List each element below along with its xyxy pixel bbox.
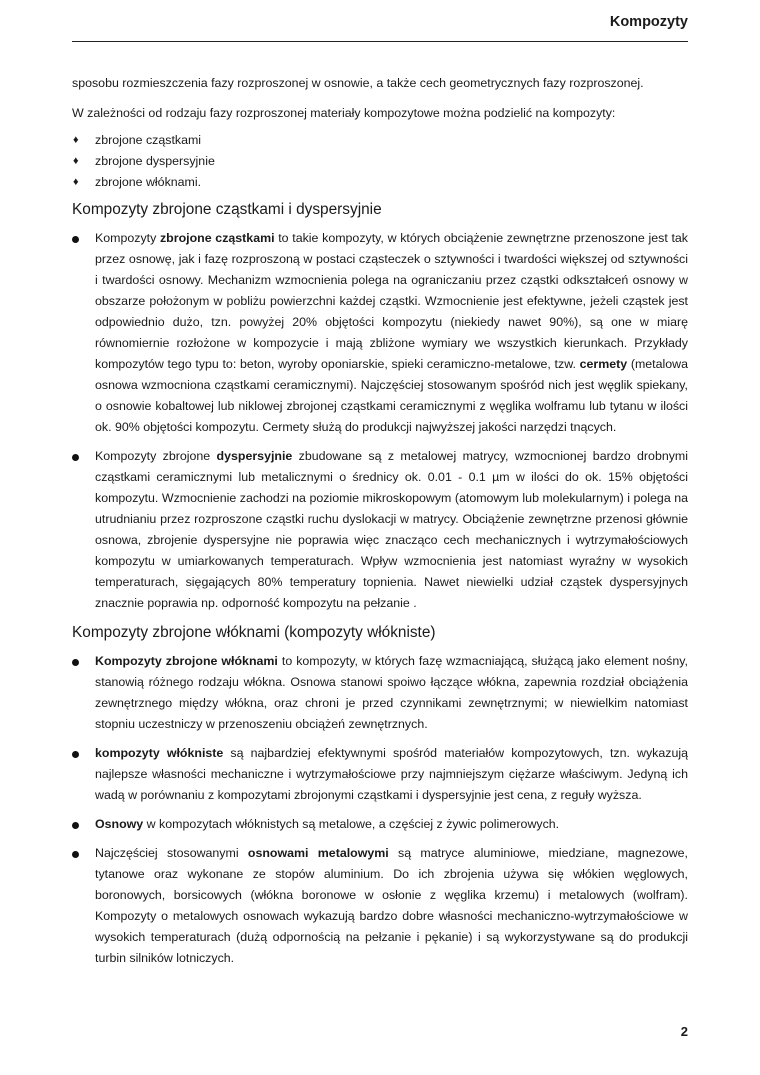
running-header-title: Kompozyty: [609, 14, 688, 30]
bold-term: kompozyty włókniste: [95, 746, 224, 760]
bullet-dot-icon: [72, 851, 79, 858]
diamond-bullet-icon: ♦: [73, 176, 79, 188]
bullet-matrices: Osnowy w kompozytach włóknistych są metalowe, a częściej z żywic polimerowych.: [72, 814, 688, 835]
bullet-dot-icon: [72, 751, 79, 758]
list-item: ♦ zbrojone włóknami.: [72, 172, 688, 193]
diamond-bullet-icon: ♦: [73, 134, 79, 146]
bold-term: dyspersyjnie: [216, 449, 293, 463]
page-number: 2: [680, 1024, 688, 1039]
intro-paragraph-continued: sposobu rozmieszczenia fazy rozproszonej w osnowie, a także cech geometrycznych fazy rozproszonej.: [72, 76, 644, 90]
bullet-fiber-composites: kompozyty włókniste są najbardziej efektywnymi spośród materiałów kompozytowych, tzn. wykazują najlepsze własności mechaniczne i wytrzymałościowe przy najmniejszym ciężarze właściwym. Jedyną ich wadą w porównaniu z kompozytami zbrojonymi cząstkami i dyspersyjnie jest cena, z reguły wyższa.: [72, 743, 688, 806]
bullet-fiber-reinforced: Kompozyty zbrojone włóknami to kompozyty, w których fazę wzmacniającą, służącą jako element nośny, stanowią różnego rodzaju włókna. Osnowa stanowi spoiwo łączące włókna, zapewnia rozdział obciążenia zewnętrznego między włókna, oraz chroni je przed czynnikami zewnętrznymi; w niewielkim natomiast stopniu uczestniczy w przenoszeniu obciążeń zewnętrznych.: [72, 651, 688, 735]
section-heading-particle-dispersion: Kompozyty zbrojone cząstkami i dyspersyjnie: [72, 201, 382, 218]
bullet-particle-reinforced: Kompozyty zbrojone cząstkami to takie kompozyty, w których obciążenie zewnętrzne przenoszone jest tak przez osnowę, jak i fazę rozproszoną w postaci cząsteczek o sztywności i twardości większej od sztywności i twardości osnowy. Mechanizm wzmocnienia polega na ograniczaniu przez cząstki odkształceń osnowy w obszarze położonym w pobliżu powierzchni każdej cząstki. Wzmocnienie jest efektywne, jeżeli cząstek jest odpowiednio dużo, tzn. powyżej 20% objętości kompozytu (niekiedy nawet 90%), są one w miarę równomiernie rozłożone w kompozycie i mają zbliżone wymiary we wszystkich kierunkach. Przykłady kompozytów tego typu to: beton, wyroby oponiarskie, spieki ceramiczno-metalowe, tzw. cermety (metalowa osnowa wzmocniona cząstkami ceramicznymi). Najczęściej stosowanym spośród nich jest węglik spiekany, o osnowie kobaltowej lub niklowej zbrojonej cząstkami ceramicznymi z węglika wolframu lub tytanu w ilości ok. 90% objętości kompozytu. Cermety służą do produkcji najwyższej jakości narzędzi tnących.: [72, 228, 688, 438]
list-item: ♦ zbrojone cząstkami: [72, 130, 688, 151]
bullet-dot-icon: [72, 454, 79, 461]
list-item: ♦ zbrojone dyspersyjnie: [72, 151, 688, 172]
header-divider: [72, 41, 688, 42]
bullet-dispersion-reinforced: Kompozyty zbrojone dyspersyjnie zbudowane są z metalowej matrycy, wzmocnionej bardzo drobnymi cząstkami ceramicznymi lub metalicznymi o średnicy ok. 0.01 - 0.1 µm w ilości do ok. 15% objętości kompozytu. Wzmocnienie zachodzi na poziomie mikroskopowym (atomowym lub molekularnym) i polega na utrudnianiu przez rozproszone cząstki ruchu dyslokacji w matrycy. Obciążenie zewnętrzne przenosi głównie osnowa, zbrojenie dyspersyjne nie poprawia więc znacząco cech mechanicznych i wytrzymałościowych kompozytu w umiarkowanych temperaturach. Wpływ wzmocnienia jest natomiast wyraźny w wysokich temperaturach, sięgających 80% temperatury topnienia. Nawet niewielki udział cząstek dyspersyjnych znacznie poprawia np. odporność kompozytu na pełzanie .: [72, 446, 688, 614]
bullet-dot-icon: [72, 236, 79, 243]
bullet-dot-icon: [72, 822, 79, 829]
section1-bullets: [72, 228, 688, 614]
bullet-metal-matrices: Najczęściej stosowanymi osnowami metalowymi są matryce aluminiowe, miedziane, magnezowe, tytanowe oraz wykonane ze stopów aluminium. Do ich zbrojenia używa się włókien węglowych, boronowych, borsicowych (włókna boronowe w osłonie z węglika krzemu) i metalowych (wolfram). Kompozyty o metalowych osnowach wykazują bardzo dobre własności mechaniczno-wytrzymałościowe w wysokich temperaturach (dużą odpornością na pełzanie i pękanie) i są wykorzystywane są do produkcji turbin silników lotniczych.: [72, 843, 688, 969]
bold-term: Osnowy: [95, 817, 144, 831]
bold-term: cermety: [579, 357, 628, 371]
diamond-bullet-icon: ♦: [73, 155, 79, 167]
bullet-dot-icon: [72, 659, 79, 666]
section2-bullets: [72, 651, 688, 969]
composite-types-list: [72, 130, 688, 193]
bold-term: osnowami metalowymi: [247, 846, 389, 860]
bold-term: Kompozyty zbrojone włóknami: [95, 654, 278, 668]
bold-term: zbrojone cząstkami: [159, 231, 275, 245]
section-heading-fiber: Kompozyty zbrojone włóknami (kompozyty włókniste): [72, 624, 436, 641]
page-content: [72, 73, 688, 977]
intro-paragraph-classification: W zależności od rodzaju fazy rozproszonej materiały kompozytowe można podzielić na kompozyty:: [72, 106, 616, 120]
